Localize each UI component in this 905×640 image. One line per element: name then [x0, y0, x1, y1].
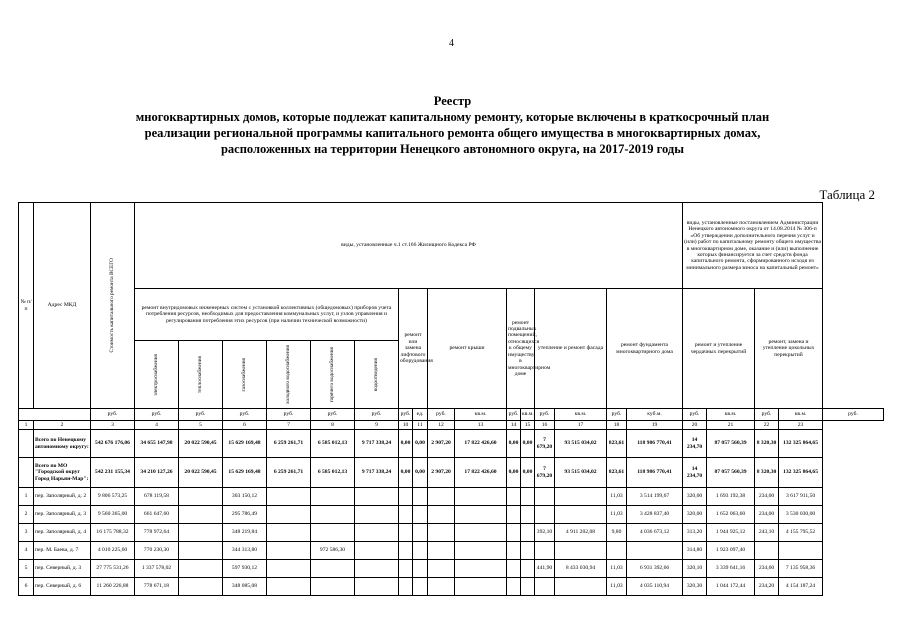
row-number: 4: [19, 542, 34, 560]
row-value: 132 325 864,65: [779, 458, 823, 488]
row-value: [179, 560, 223, 578]
header-eng-hot-water: горячего водоснабжения: [311, 341, 355, 409]
row-value: 7 679,20: [535, 458, 555, 488]
row-value: [267, 560, 311, 578]
row-value: 1 337 578,02: [135, 560, 179, 578]
row-value: 0,00: [507, 430, 521, 458]
row-value: 392,10: [535, 524, 555, 542]
row-value: 320,10: [683, 560, 707, 578]
row-value: [507, 506, 521, 524]
column-number: 16: [535, 421, 555, 430]
row-value: 14 234,70: [683, 430, 707, 458]
row-value: 27 775 531,26: [91, 560, 135, 578]
row-value: 320,00: [683, 506, 707, 524]
row-value: 8 320,30: [755, 458, 779, 488]
unit-cell: руб.: [355, 409, 399, 421]
row-value: [607, 542, 627, 560]
column-number: 4: [135, 421, 179, 430]
row-value: [555, 578, 607, 596]
registry-table: [18, 202, 884, 596]
units-blank: [19, 409, 91, 421]
column-number: 9: [355, 421, 399, 430]
table-row: [19, 506, 884, 524]
row-value: 4 155 795,52: [779, 524, 823, 542]
units-row: [19, 409, 884, 421]
row-value: 3 530 030,00: [779, 506, 823, 524]
row-value: [179, 524, 223, 542]
column-number: 1: [19, 421, 34, 430]
row-value: 34 655 147,98: [135, 430, 179, 458]
unit-cell: руб.: [607, 409, 627, 421]
row-value: [311, 560, 355, 578]
row-value: [355, 524, 399, 542]
row-value: [179, 542, 223, 560]
row-value: 542 676 176,06: [91, 430, 135, 458]
column-number: 21: [707, 421, 755, 430]
unit-cell: руб.: [823, 409, 884, 421]
row-address: пер. Северный, д. 3: [34, 560, 91, 578]
row-value: 314,80: [683, 542, 707, 560]
row-value: 4 035 110,94: [627, 578, 683, 596]
row-value: [627, 542, 683, 560]
row-value: [413, 542, 428, 560]
unit-cell: руб.: [91, 409, 135, 421]
row-address: Всего по МО "Городской округ Город Нарьян-Мар":: [34, 458, 91, 488]
row-address: пер. Северный, д. 6: [34, 578, 91, 596]
row-value: 778 671,18: [135, 578, 179, 596]
header-eng-sewer: водоотведения: [355, 341, 399, 409]
header-eng-cold-water: холодного водоснабжения: [267, 341, 311, 409]
row-value: 1 044 172,44: [707, 578, 755, 596]
row-value: 1 693 192,38: [707, 488, 755, 506]
row-value: [355, 542, 399, 560]
row-value: [311, 524, 355, 542]
table-row: [19, 524, 884, 542]
row-value: 234,00: [755, 488, 779, 506]
unit-cell: руб.: [179, 409, 223, 421]
row-value: 11,03: [607, 560, 627, 578]
row-value: [507, 488, 521, 506]
row-value: 1 652 063,60: [707, 506, 755, 524]
row-value: 8 433 030,94: [555, 560, 607, 578]
header-attic: ремонт и утепление чердачных перекрытий: [683, 289, 755, 409]
unit-cell: руб.: [507, 409, 521, 421]
table-row: [19, 488, 884, 506]
row-value: 15 629 169,48: [223, 458, 267, 488]
row-value: [455, 578, 507, 596]
row-value: 6 585 012,13: [311, 458, 355, 488]
header-address: Адрес МКД: [34, 203, 91, 409]
row-value: 0,00: [413, 430, 428, 458]
row-number: [19, 458, 34, 488]
row-value: [355, 506, 399, 524]
row-value: [413, 506, 428, 524]
row-value: 4 036 673,12: [627, 524, 683, 542]
column-number: 22: [755, 421, 779, 430]
row-value: [521, 524, 535, 542]
row-value: [428, 542, 455, 560]
row-value: 118 986 770,41: [627, 458, 683, 488]
row-value: 87 057 560,39: [707, 458, 755, 488]
row-value: [755, 542, 779, 560]
unit-cell: кв.м.: [521, 409, 535, 421]
row-value: 234,60: [755, 560, 779, 578]
row-value: 6 931 392,66: [627, 560, 683, 578]
row-value: 11,03: [607, 488, 627, 506]
row-value: 87 057 560,39: [707, 430, 755, 458]
row-value: [267, 506, 311, 524]
row-value: [267, 524, 311, 542]
column-number: 14: [507, 421, 521, 430]
row-value: 14 234,70: [683, 458, 707, 488]
column-number: 7: [267, 421, 311, 430]
row-value: [355, 578, 399, 596]
row-value: [507, 578, 521, 596]
column-number: 20: [683, 421, 707, 430]
row-value: 303 150,12: [223, 488, 267, 506]
column-number: 13: [455, 421, 507, 430]
row-value: 295 786,49: [223, 506, 267, 524]
row-value: 2 907,20: [428, 458, 455, 488]
row-value: 778 972,64: [135, 524, 179, 542]
header-basement: ремонт подвальных помещений, относящихся к общему имуществу в многоквартирном доме: [507, 289, 535, 409]
row-value: 972 586,30: [311, 542, 355, 560]
row-value: 17 822 426,60: [455, 458, 507, 488]
row-value: [428, 506, 455, 524]
row-address: пер. Заполярный, д. 3: [34, 506, 91, 524]
unit-cell: руб.: [683, 409, 707, 421]
unit-cell: руб.: [755, 409, 779, 421]
row-value: 0,00: [521, 430, 535, 458]
row-value: 132 325 864,65: [779, 430, 823, 458]
row-value: [555, 542, 607, 560]
row-value: 348 085,08: [223, 578, 267, 596]
row-value: [535, 488, 555, 506]
row-value: 0,00: [399, 458, 413, 488]
table-row: [19, 578, 884, 596]
row-value: [311, 578, 355, 596]
row-value: [521, 578, 535, 596]
row-address: пер. М. Баева, д. 7: [34, 542, 91, 560]
row-value: [535, 578, 555, 596]
header-engineering: ремонт внутридомовых инженерных систем с установкой коллективных (общедомовых) приборов учета потребления ресурсов, необходимых для предоставления коммунальных услуг, и узлов управления и регулирования потребления этих ресурсов (при наличии технической возможности): [135, 289, 399, 341]
unit-cell: руб.: [267, 409, 311, 421]
row-value: [521, 542, 535, 560]
unit-cell: кв.м.: [707, 409, 755, 421]
row-value: [355, 488, 399, 506]
row-value: [428, 578, 455, 596]
table-label: Таблица 2: [819, 187, 875, 202]
row-value: 234,20: [755, 578, 779, 596]
row-value: [413, 560, 428, 578]
unit-cell: руб.: [135, 409, 179, 421]
header-total-cost: Стоимость капитального ремонта ВСЕГО: [91, 203, 135, 409]
row-value: [399, 506, 413, 524]
row-value: 344 313,80: [223, 542, 267, 560]
row-value: [455, 506, 507, 524]
row-value: [399, 488, 413, 506]
row-value: [413, 578, 428, 596]
header-elevator: ремонт или замена лифтового оборудования: [399, 289, 428, 409]
row-value: 3 428 837,40: [627, 506, 683, 524]
row-value: 17 822 426,60: [455, 430, 507, 458]
row-value: 234,00: [755, 506, 779, 524]
row-value: 4 010 225,60: [91, 542, 135, 560]
row-value: 3 514 199,67: [627, 488, 683, 506]
row-value: 11,03: [607, 578, 627, 596]
row-number: 5: [19, 560, 34, 578]
row-address: пер. Заполярный, д. 4: [34, 524, 91, 542]
page-number: 4: [449, 38, 454, 49]
unit-cell: кв.м.: [555, 409, 607, 421]
row-value: [413, 524, 428, 542]
row-value: [179, 488, 223, 506]
row-value: 93 515 034,02: [555, 458, 607, 488]
column-number: 11: [413, 421, 428, 430]
row-number: [19, 430, 34, 458]
total-row: [19, 458, 884, 488]
header-group-admin: виды, установленные постановлением Администрации Ненецкого автономного округа от 14.08.2014 № 306-п «Об утверждении дополнительного перечня услуг и (или) работ по капитальному ремонту общего имущества в многоквартирном доме, оказание и (или) выполнение которых финансируется за счет средств фонда капитального ремонта, сформированного исходя из минимального размера взноса на капитальный ремонт»: [683, 203, 823, 289]
row-value: 3 617 911,50: [779, 488, 823, 506]
row-value: 1 923 097,40: [707, 542, 755, 560]
unit-cell: руб.: [399, 409, 413, 421]
column-number: 23: [779, 421, 823, 430]
title-line-4: расположенных на территории Ненецкого автономного округа, на 2017-2019 годы: [220, 142, 684, 156]
row-value: 661 647,60: [135, 506, 179, 524]
unit-cell: ед.: [413, 409, 428, 421]
row-value: 0,00: [413, 458, 428, 488]
title-line-2: многоквартирных домов, которые подлежат капитальному ремонту, которые включены в краткосрочный план: [135, 110, 770, 124]
row-number: 1: [19, 488, 34, 506]
unit-cell: кв.м.: [779, 409, 823, 421]
row-value: 0,00: [521, 458, 535, 488]
row-value: 1 944 925,12: [707, 524, 755, 542]
row-value: 93 515 034,02: [555, 430, 607, 458]
column-number: 2: [34, 421, 91, 430]
row-value: 6 259 261,71: [267, 430, 311, 458]
row-value: [179, 578, 223, 596]
document-title: [0, 93, 905, 157]
row-value: [455, 524, 507, 542]
row-value: [428, 560, 455, 578]
column-number-row: [19, 421, 884, 430]
row-number: 6: [19, 578, 34, 596]
row-value: 9,80: [607, 524, 627, 542]
row-value: [267, 542, 311, 560]
row-value: 770 230,30: [135, 542, 179, 560]
column-number: 3: [91, 421, 135, 430]
row-value: 243,10: [755, 524, 779, 542]
header-roof: ремонт крыши: [428, 289, 507, 409]
row-value: 9 806 573,25: [91, 488, 135, 506]
unit-cell: руб.: [311, 409, 355, 421]
row-value: 4 154 187,24: [779, 578, 823, 596]
row-value: 9 560 365,00: [91, 506, 135, 524]
row-value: 823,61: [607, 430, 627, 458]
unit-cell: кв.м.: [455, 409, 507, 421]
row-value: 11 260 226,88: [91, 578, 135, 596]
row-value: [399, 560, 413, 578]
row-number: 2: [19, 506, 34, 524]
header-eng-gas: газоснабжения: [223, 341, 267, 409]
row-value: [455, 542, 507, 560]
total-row: [19, 430, 884, 458]
header-eng-heat: теплоснабжения: [179, 341, 223, 409]
row-value: 118 986 770,41: [627, 430, 683, 458]
row-value: 542 231 155,34: [91, 458, 135, 488]
row-value: [399, 524, 413, 542]
column-number: 8: [311, 421, 355, 430]
column-number: 19: [627, 421, 683, 430]
column-number: 6: [223, 421, 267, 430]
row-value: [399, 542, 413, 560]
row-address: Всего по Ненецкому автономному округу:: [34, 430, 91, 458]
row-value: 9 717 338,24: [355, 458, 399, 488]
column-number: 18: [607, 421, 627, 430]
row-value: 16 175 788,32: [91, 524, 135, 542]
header-eng-electric: электроснабжения: [135, 341, 179, 409]
row-value: 8 320,30: [755, 430, 779, 458]
row-value: [355, 560, 399, 578]
row-value: 320,00: [683, 488, 707, 506]
unit-cell: куб.м.: [627, 409, 683, 421]
row-value: 6 585 012,13: [311, 430, 355, 458]
row-value: [507, 542, 521, 560]
row-value: [428, 524, 455, 542]
row-value: 20 022 590,45: [179, 430, 223, 458]
unit-cell: руб.: [223, 409, 267, 421]
row-number: 3: [19, 524, 34, 542]
column-number: 5: [179, 421, 223, 430]
row-value: 597 930,12: [223, 560, 267, 578]
column-number: 12: [428, 421, 455, 430]
header-cellar: ремонт, замена и утепление цокольных перекрытий: [755, 289, 823, 409]
row-value: 678 119,58: [135, 488, 179, 506]
row-value: 320,30: [683, 578, 707, 596]
row-value: [555, 506, 607, 524]
row-value: 0,00: [399, 430, 413, 458]
row-value: [521, 560, 535, 578]
title-line-3: реализации региональной программы капитального ремонта общего имущества в многоквартирных домах,: [144, 126, 761, 140]
row-value: [267, 488, 311, 506]
row-value: [555, 488, 607, 506]
row-value: [311, 506, 355, 524]
row-value: [179, 506, 223, 524]
row-value: [521, 506, 535, 524]
row-value: 9 717 338,24: [355, 430, 399, 458]
row-value: [399, 578, 413, 596]
row-value: [455, 560, 507, 578]
row-value: 7 679,20: [535, 430, 555, 458]
unit-cell: руб.: [428, 409, 455, 421]
title-line-1: Реестр: [433, 94, 472, 108]
row-value: 15 629 169,48: [223, 430, 267, 458]
row-value: 2 907,20: [428, 430, 455, 458]
row-value: [535, 542, 555, 560]
row-value: [413, 488, 428, 506]
row-value: [311, 488, 355, 506]
row-address: пер. Заполярный, д. 2: [34, 488, 91, 506]
row-value: 34 210 127,26: [135, 458, 179, 488]
unit-cell: руб.: [535, 409, 555, 421]
header-num: № п/п: [19, 203, 34, 409]
row-value: 3 339 641,16: [707, 560, 755, 578]
row-value: 823,61: [607, 458, 627, 488]
row-value: [507, 560, 521, 578]
row-value: 4 911 202,08: [555, 524, 607, 542]
row-value: 313,20: [683, 524, 707, 542]
row-value: 0,00: [507, 458, 521, 488]
row-value: 7 135 958,36: [779, 560, 823, 578]
row-value: [455, 488, 507, 506]
header-facade: утепление и ремонт фасада: [535, 289, 607, 409]
row-value: 11,03: [607, 506, 627, 524]
row-value: [507, 524, 521, 542]
header-foundation: ремонт фундамента многоквартирного дома: [607, 289, 683, 409]
table-row: [19, 560, 884, 578]
row-value: [521, 488, 535, 506]
header-group-law: виды, установленные ч.1 ст.166 Жилищного Кодекса РФ: [135, 203, 683, 289]
row-value: [428, 488, 455, 506]
row-value: 348 219,84: [223, 524, 267, 542]
table-row: [19, 542, 884, 560]
row-value: [535, 506, 555, 524]
column-number: 17: [555, 421, 607, 430]
column-number: 10: [399, 421, 413, 430]
row-value: 6 259 261,71: [267, 458, 311, 488]
row-value: [267, 578, 311, 596]
row-value: 20 022 590,45: [179, 458, 223, 488]
row-value: [779, 542, 823, 560]
column-number: 15: [521, 421, 535, 430]
row-value: 441,90: [535, 560, 555, 578]
